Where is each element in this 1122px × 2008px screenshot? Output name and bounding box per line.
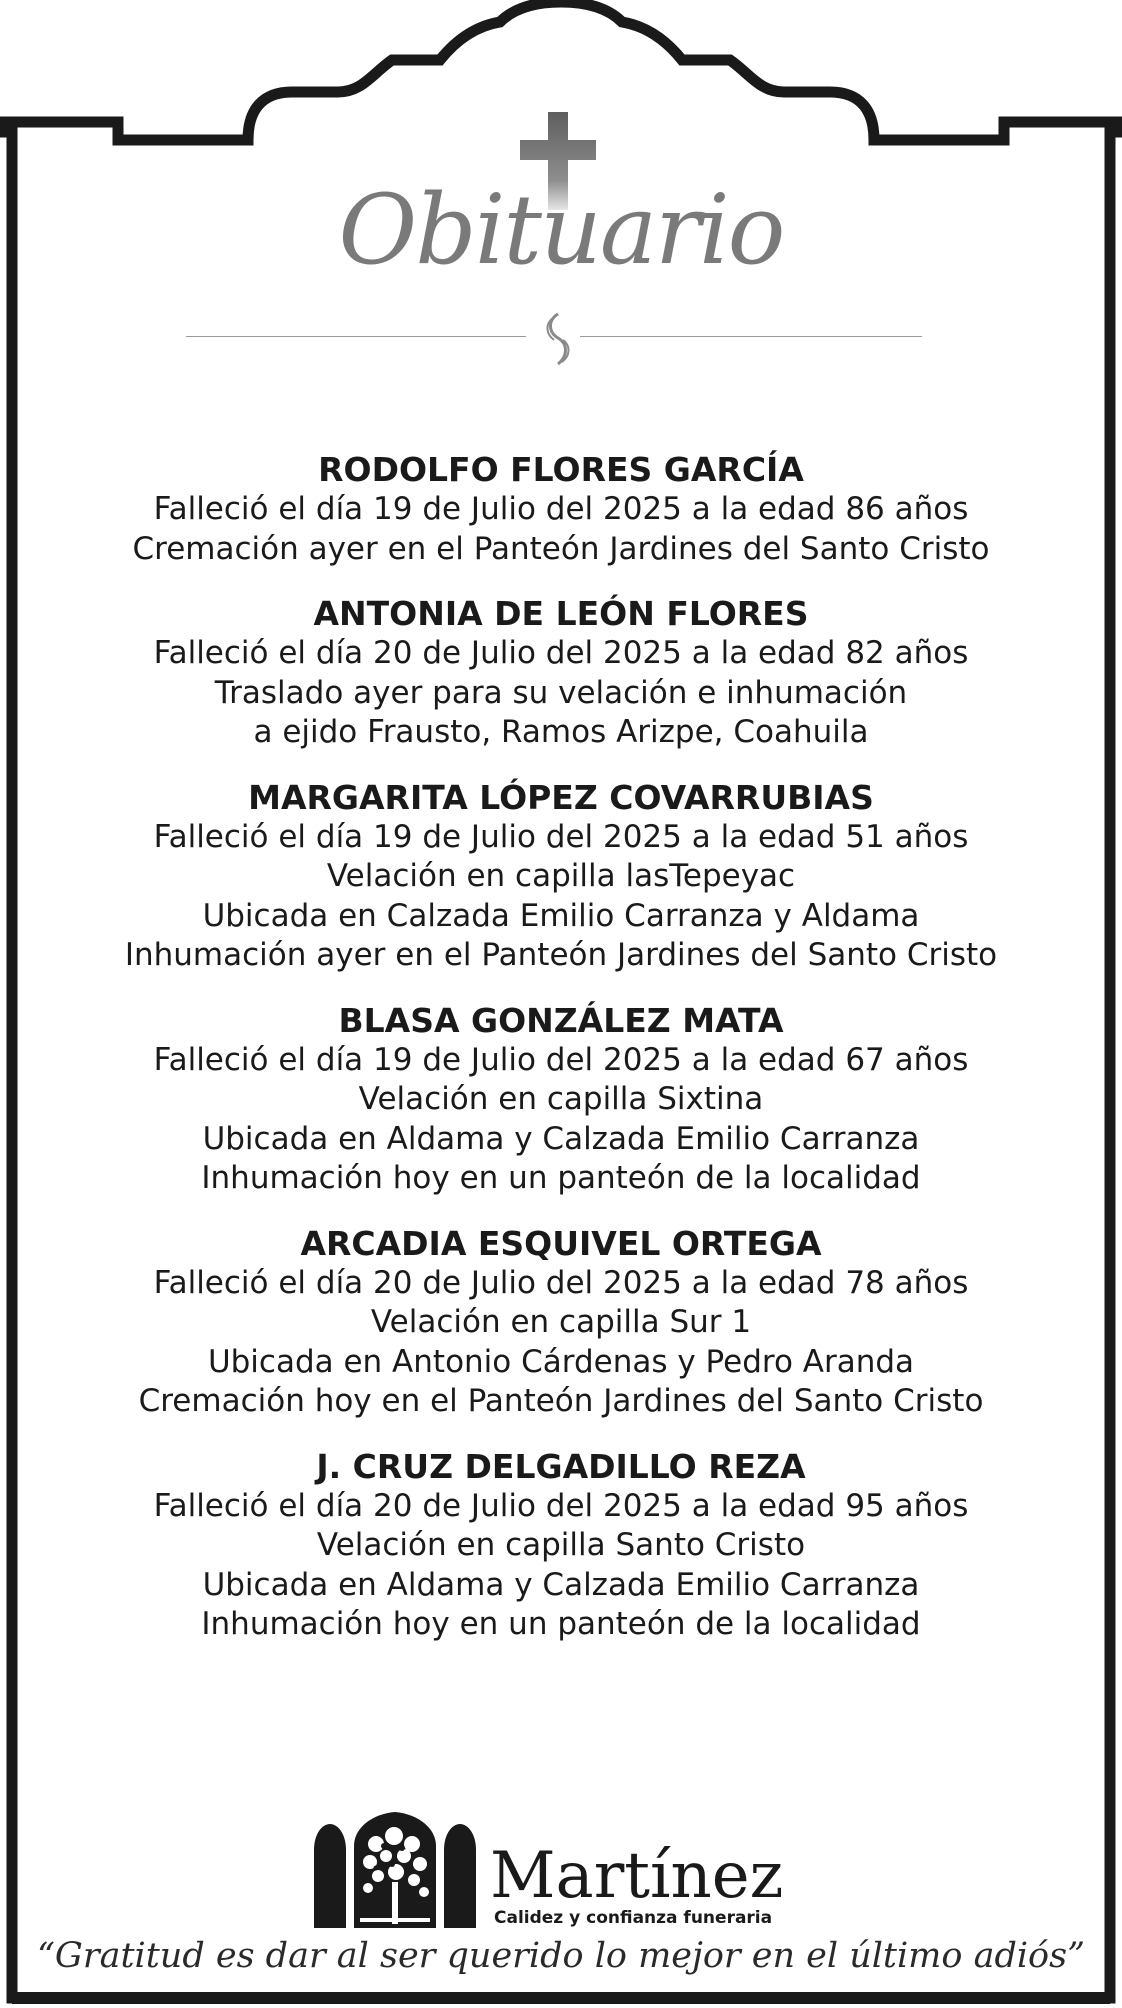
deceased-name: RODOLFO FLORES GARCÍA <box>318 450 804 489</box>
deceased-name: ANTONIA DE LEÓN FLORES <box>313 594 809 633</box>
obituary-list <box>40 450 1082 1670</box>
divider-left <box>186 336 526 337</box>
funeral-home-brand: Martínez <box>490 1839 784 1913</box>
entry-detail-line: a ejido Frausto, Ramos Arizpe, Coahuila <box>253 714 869 750</box>
page-title: Obituario <box>338 174 784 286</box>
deceased-name: MARGARITA LÓPEZ COVARRUBIAS <box>248 777 874 817</box>
obituary-entry <box>40 594 1082 753</box>
entry-detail-line: Cremación hoy en el Panteón Jardines del Santo Cristo <box>138 1383 984 1419</box>
entry-detail-line: Falleció el día 19 de Julio del 2025 a la edad 86 años <box>153 491 969 527</box>
obituary-entry <box>40 450 1082 569</box>
entry-detail-line: Traslado ayer para su velación e inhumación <box>214 674 908 711</box>
entry-detail-line: Ubicada en Aldama y Calzada Emilio Carranza <box>202 1566 920 1603</box>
obituary-entry <box>40 778 1082 976</box>
divider-right <box>580 336 922 337</box>
obituary-entry <box>40 1224 1082 1422</box>
entry-detail-line: Inhumación ayer en el Panteón Jardines del Santo Cristo <box>124 937 998 973</box>
entry-detail-line: Inhumación hoy en un panteón de la localidad <box>201 1160 921 1196</box>
entry-detail-line: Inhumación hoy en un panteón de la localidad <box>201 1606 921 1642</box>
entry-detail-line: Velación en capilla Santo Cristo <box>316 1527 806 1563</box>
swirl-ornament-icon <box>540 310 576 370</box>
entry-detail-line: Falleció el día 19 de Julio del 2025 a la edad 51 años <box>153 818 969 855</box>
entry-detail-line: Ubicada en Aldama y Calzada Emilio Carranza <box>202 1120 920 1157</box>
funeral-home-tagline: Calidez y confianza funeraria <box>494 1908 773 1928</box>
chapel-tree-logo <box>314 1810 476 1928</box>
entry-detail-line: Cremación ayer en el Panteón Jardines del Santo Cristo <box>132 530 990 567</box>
obituary-entry <box>40 1001 1082 1199</box>
entry-detail-line: Falleció el día 20 de Julio del 2025 a la edad 82 años <box>153 635 969 671</box>
entry-detail-line: Ubicada en Antonio Cárdenas y Pedro Aranda <box>207 1343 915 1380</box>
deceased-name: ARCADIA ESQUIVEL ORTEGA <box>300 1223 822 1263</box>
entry-detail-line: Falleció el día 20 de Julio del 2025 a la edad 78 años <box>153 1264 969 1301</box>
closing-quote: “Gratitud es dar al ser querido lo mejor en el último adiós” <box>37 1936 1085 1976</box>
entry-detail-line: Falleció el día 19 de Julio del 2025 a la edad 67 años <box>153 1041 969 1078</box>
deceased-name: BLASA GONZÁLEZ MATA <box>338 1000 784 1040</box>
entry-detail-line: Falleció el día 20 de Julio del 2025 a la edad 95 años <box>153 1487 969 1524</box>
entry-detail-line: Velación en capilla Sur 1 <box>370 1304 752 1340</box>
obituary-entry <box>40 1447 1082 1645</box>
entry-detail-line: Ubicada en Calzada Emilio Carranza y Aldama <box>202 897 920 934</box>
entry-detail-line: Velación en capilla lasTepeyac <box>326 858 796 894</box>
entry-detail-line: Velación en capilla Sixtina <box>358 1081 764 1117</box>
deceased-name: J. CRUZ DELGADILLO REZA <box>316 1446 806 1486</box>
